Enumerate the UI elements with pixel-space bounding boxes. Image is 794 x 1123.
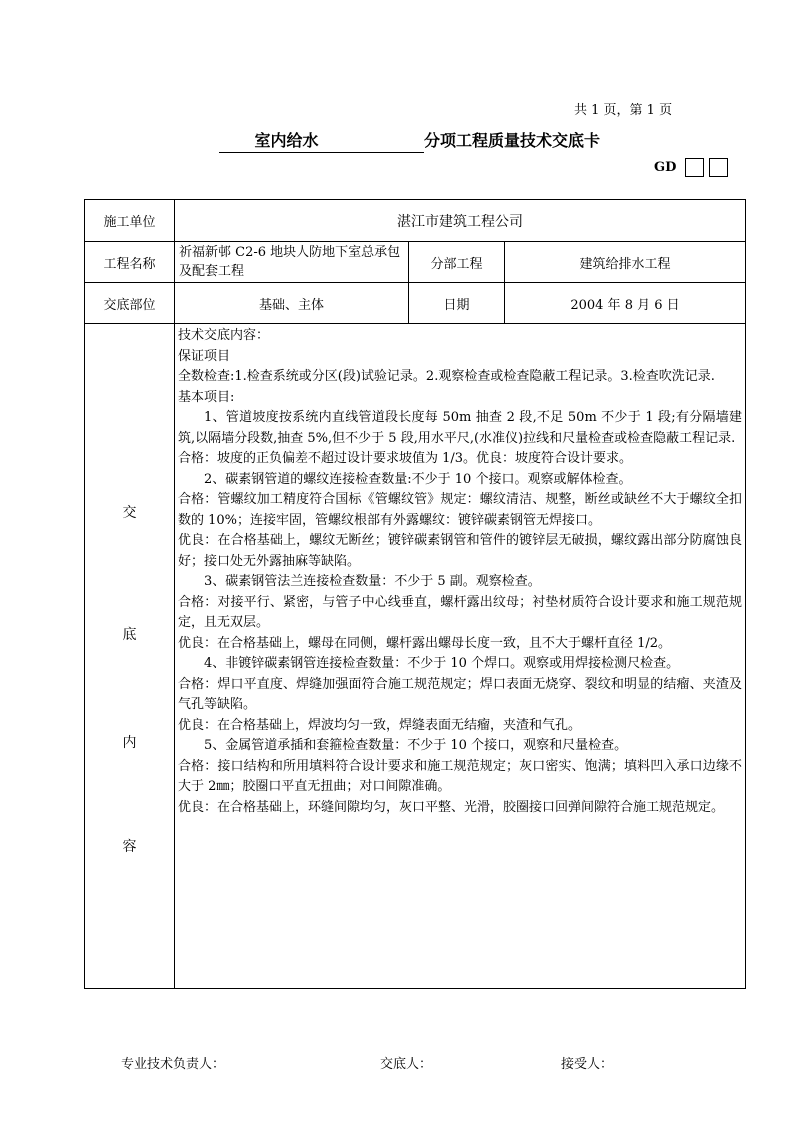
tech-lead-signature-label: 专业技术负责人：	[121, 1057, 226, 1072]
construction-unit-label: 施工单位	[85, 200, 175, 242]
receiver-signature-label: 接受人：	[561, 1057, 614, 1072]
content-line: 3、碳素钢管法兰连接检查数量：不少于 5 副。观察检查。	[204, 574, 541, 589]
sub-project-value: 建筑给排水工程	[505, 242, 746, 283]
location-label: 交底部位	[85, 283, 175, 324]
disclosure-content-side-label	[85, 324, 175, 989]
page-count: 共 1 页，第 1 页	[574, 103, 673, 118]
title-subject: 室内给水	[254, 131, 319, 150]
content-line: 合格：接口结构和所用填料符合设计要求和施工规范规定；灰口密实、饱满；填料凹入承口边缘不大于 2㎜；胶圈口平直无扭曲；对口间隙准确。	[178, 758, 742, 794]
location-value: 基础、主体	[175, 283, 409, 324]
content-line: 优良：在合格基础上，螺纹无断丝；镀锌碳素钢管和管件的镀锌层无破损，螺纹露出部分防腐蚀良好；接口处无外露抽麻等缺陷。	[178, 533, 742, 569]
content-line: 全数检查:1.检查系统或分区(段)试验记录。2.观察检查或检查隐蔽工程记录。3.检查吹洗记录.	[178, 369, 715, 384]
construction-unit-value: 湛江市建筑工程公司	[175, 200, 746, 242]
content-line: 1、管道坡度按系统内直线管道段长度每 50m 抽查 2 段,不足 50m 不少于 1 段;有分隔墙建筑,以隔墙分段数,抽查 5%,但不少于 5 段,用水平尺,(水准仪)拉线和尺量检查或检查隐蔽工程记录.	[178, 410, 742, 446]
content-line: 4、非镀锌碳素钢管连接检查数量：不少于 10 个焊口。观察或用焊接检测尺检查。	[204, 656, 680, 671]
gd-box-1[interactable]	[685, 158, 704, 177]
date-value: 2004 年 8 月 6 日	[505, 283, 746, 324]
side-char: 内	[122, 735, 137, 751]
content-line: 合格：焊口平直度、焊缝加强面符合施工规范规定；焊口表面无烧穿、裂纹和明显的结瘤、夹渣及气孔等缺陷。	[178, 676, 742, 712]
content-line: 2、碳素钢管道的螺纹连接检查数量:不少于 10 个接口。观察或解体检查。	[204, 471, 632, 487]
project-name-label: 工程名称	[85, 242, 175, 283]
content-line: 5、金属管道承插和套箍检查数量：不少于 10 个接口，观察和尺量检查。	[204, 738, 628, 753]
page-title	[219, 128, 600, 153]
content-line: 优良：在合格基础上，焊波均匀一致，焊缝表面无结瘤，夹渣和气孔。	[178, 717, 582, 733]
disclosure-content	[175, 324, 746, 989]
disclosure-table	[84, 199, 746, 989]
content-line: 基本项目:	[178, 389, 235, 405]
content-line: 合格：对接平行、紧密，与管子中心线垂直，螺杆露出纹母；衬垫材质符合设计要求和施工规范规定，且无双层。	[178, 594, 742, 630]
content-line: 优良：在合格基础上，环缝间隙均匀，灰口平整、光滑，胶圈接口回弹间隙符合施工规范规定。	[178, 799, 725, 815]
title-suffix: 分项工程质量技术交底卡	[424, 131, 601, 150]
gd-box-2[interactable]	[709, 158, 728, 177]
gd-label: GD	[654, 160, 677, 175]
handover-signature-label: 交底人：	[380, 1057, 433, 1072]
side-char: 底	[122, 627, 137, 643]
side-char: 交	[122, 505, 137, 521]
project-name-value: 祈福新邨 C2-6 地块人防地下室总承包及配套工程	[175, 242, 409, 283]
content-line: 合格：坡度的正负偏差不超过设计要求坡值为 1/3。优良：坡度符合设计要求。	[178, 451, 633, 466]
content-line: 合格：管螺纹加工精度符合国标《管螺纹管》规定：螺纹清洁、规整，断丝或缺丝不大于螺纹全扣数的 10%；连接牢固，管螺纹根部有外露螺纹：镀锌碳素钢管无焊接口。	[178, 492, 742, 528]
content-line: 优良：在合格基础上，螺母在同侧，螺杆露出螺母长度一致，且不大于螺杆直径 1/2。	[178, 635, 672, 651]
content-line: 技术交底内容：	[178, 328, 270, 343]
sub-project-label: 分部工程	[409, 242, 505, 283]
content-line: 保证项目	[178, 348, 231, 364]
side-char: 容	[122, 839, 137, 855]
date-label: 日期	[409, 283, 505, 324]
